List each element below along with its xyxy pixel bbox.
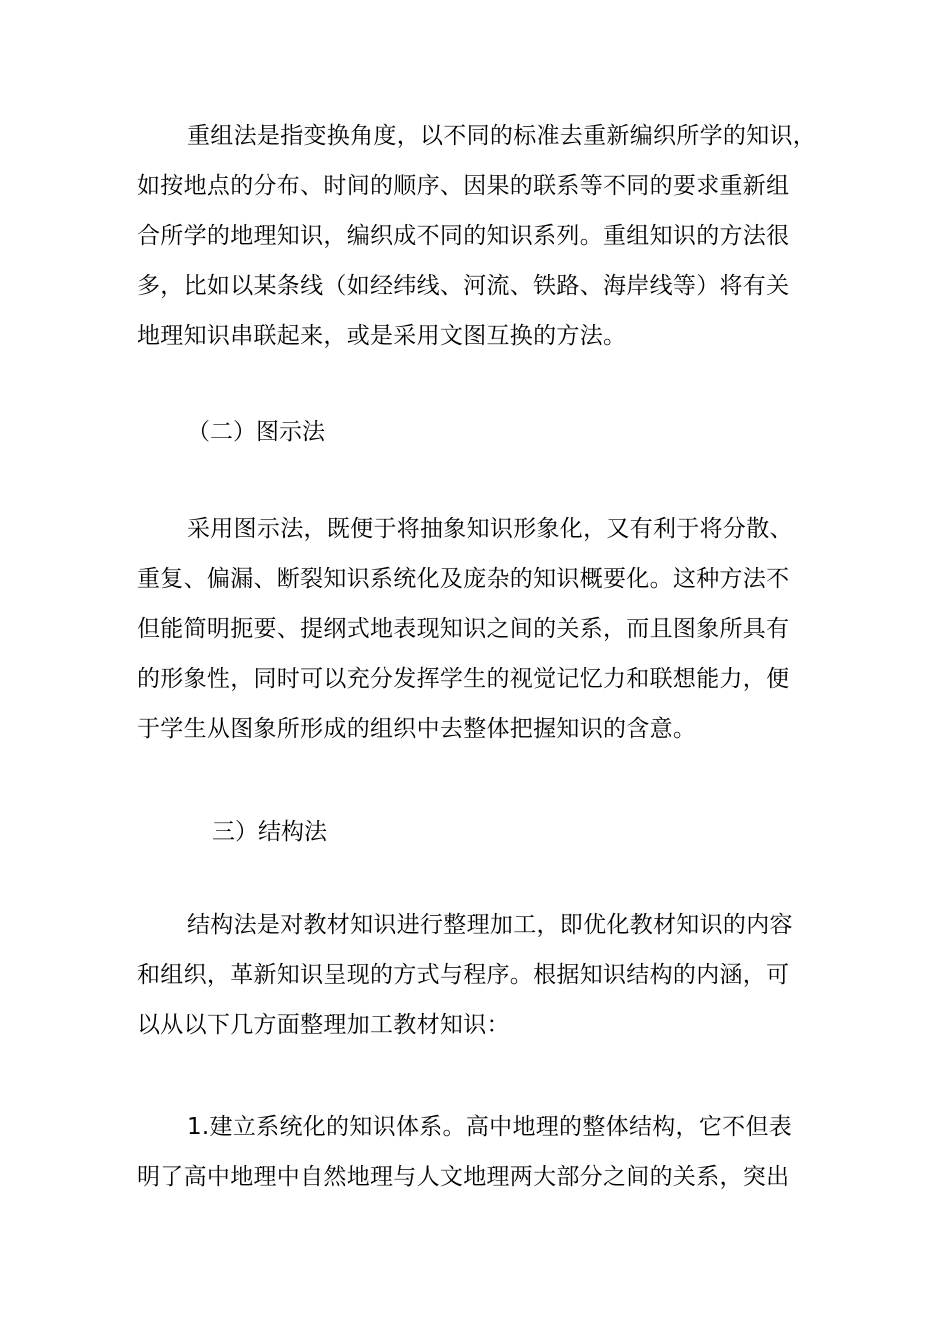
paragraph-line: 1.建立系统化的知识体系。高中地理的整体结构，它不但表 [187, 1114, 793, 1140]
paragraph-line: 和组织，革新知识呈现的方式与程序。根据知识结构的内涵，可 [137, 962, 790, 988]
paragraph-line: 采用图示法，既便于将抽象知识形象化，又有利于将分散、 [187, 516, 793, 542]
paragraph-line: 明了高中地理中自然地理与人文地理两大部分之间的关系，突出 [137, 1164, 790, 1190]
paragraph-line: 合所学的地理知识，编织成不同的知识系列。重组知识的方法很 [137, 223, 790, 249]
paragraph-line: 多，比如以某条线（如经纬线、河流、铁路、海岸线等）将有关 [137, 273, 790, 299]
paragraph-line: 如按地点的分布、时间的顺序、因果的联系等不同的要求重新组 [137, 173, 790, 199]
paragraph-line: 以从以下几方面整理加工教材知识： [137, 1012, 510, 1038]
paragraph-line: 重复、偏漏、断裂知识系统化及庞杂的知识概要化。这种方法不 [137, 566, 790, 592]
paragraph-knowledge-system [137, 1102, 817, 1202]
paragraph-line: 的形象性，同时可以充分发挥学生的视觉记忆力和联想能力，便 [137, 666, 790, 692]
paragraph-line: 重组法是指变换角度，以不同的标准去重新编织所学的知识， [187, 123, 817, 149]
paragraph-line: 但能简明扼要、提纲式地表现知识之间的关系，而且图象所具有 [137, 616, 790, 642]
paragraph-regroup-method [137, 111, 817, 361]
paragraph-line: 结构法是对教材知识进行整理加工，即优化教材知识的内容 [187, 912, 793, 938]
section-heading-diagram-method: （二）图示法 [187, 419, 325, 445]
paragraph-diagram-method [137, 504, 817, 754]
paragraph-line: 于学生从图象所形成的组织中去整体把握知识的含意。 [137, 716, 697, 742]
paragraph-line: 地理知识串联起来，或是采用文图互换的方法。 [137, 323, 627, 349]
section-heading-structure-method: 三）结构法 [212, 819, 327, 845]
paragraph-structure-method [137, 900, 817, 1050]
